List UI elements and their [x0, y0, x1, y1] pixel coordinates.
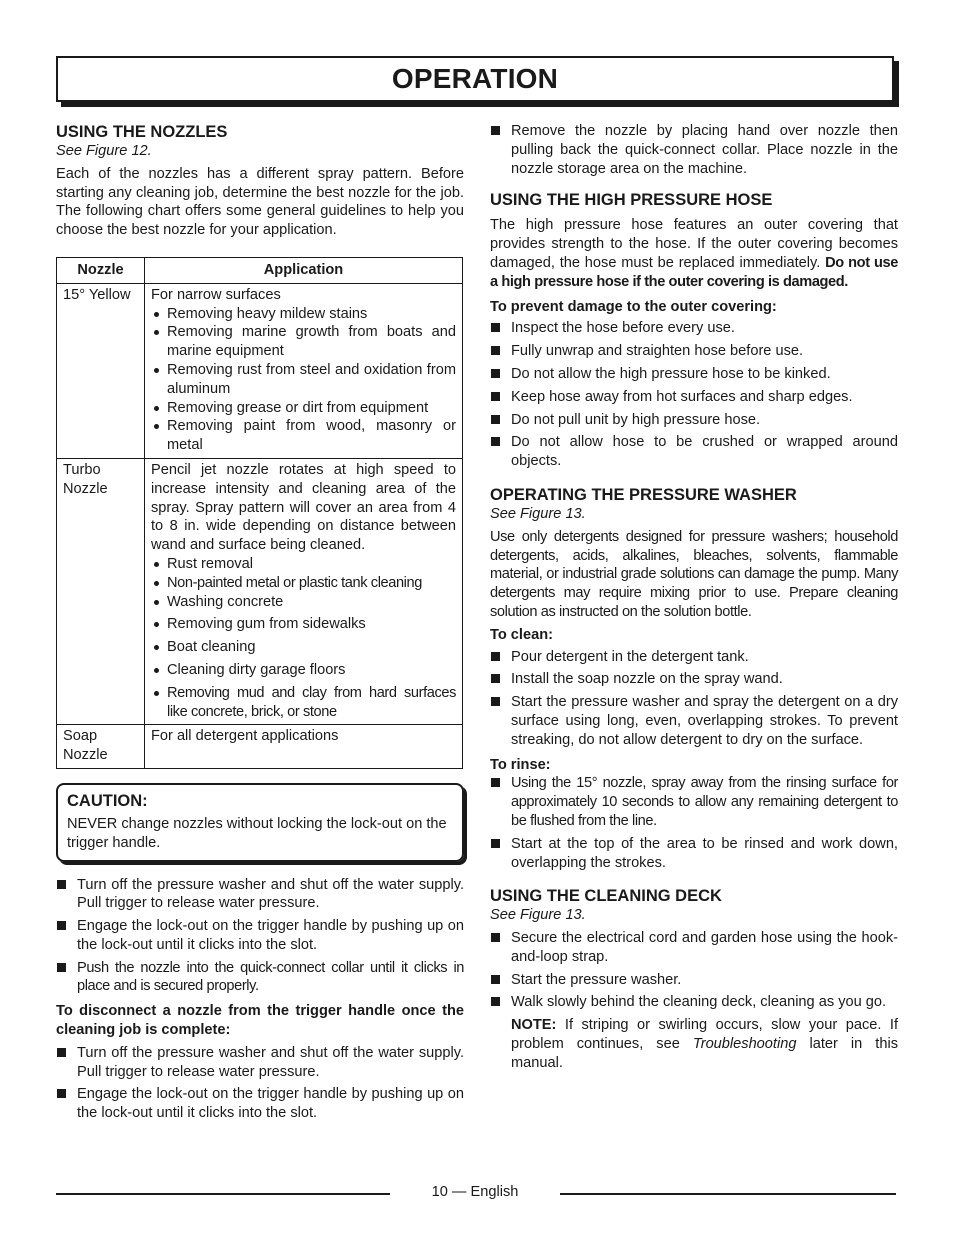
list-item: Turn off the pressure washer and shut off the water supply. Pull trigger to release water pressure.: [56, 876, 464, 914]
list-item: Start at the top of the area to be rinsed and work down, overlapping the strokes.: [490, 835, 898, 873]
list-item: Pour detergent in the detergent tank.: [490, 648, 898, 667]
application-cell: [145, 458, 463, 724]
list-item: Remove the nozzle by placing hand over nozzle then pulling back the quick-connect collar. Place nozzle in the nozzle storage area on the machine.: [490, 122, 898, 178]
application-lead: For narrow surfaces: [151, 286, 281, 303]
page-title: OPERATION: [391, 63, 559, 94]
application-cell: [145, 725, 463, 769]
list-item: Boat cleaning: [151, 638, 456, 657]
list-item: Removing marine growth from boats and marine equipment: [151, 323, 456, 361]
page-number: 10 — English: [431, 1184, 519, 1200]
deck-figure-ref: See Figure 13.: [490, 907, 586, 924]
rinse-heading: To rinse:: [490, 756, 551, 773]
list-item: Removing mud and clay from hard surfaces like concrete, brick, or stone: [151, 684, 456, 722]
nozzles-figure-ref: See Figure 12.: [56, 143, 152, 159]
list-item: Rust removal: [151, 555, 456, 574]
note-text-2: later in this manual.: [511, 1036, 898, 1071]
rinse-list: [490, 774, 898, 872]
list-item: Removing grease or dirt from equipment: [151, 399, 456, 418]
list-item: Removing heavy mildew stains: [151, 305, 456, 324]
application-bullets: [151, 555, 456, 721]
list-item: Fully unwrap and straighten hose before use.: [490, 342, 898, 361]
table-row: [57, 283, 463, 458]
footer-rule-left: [56, 1193, 390, 1195]
prevent-list: [490, 319, 898, 471]
list-item: Inspect the hose before every use.: [490, 319, 898, 338]
list-item: Push the nozzle into the quick-connect collar until it clicks in place and is secured properly.: [56, 959, 464, 997]
col-header-nozzle: Nozzle: [57, 257, 145, 283]
list-item: Do not pull unit by high pressure hose.: [490, 411, 898, 430]
list-item: Using the 15° nozzle, spray away from the rinsing surface for approximately 10 seconds to allow any remaining detergent to be flushed from the line.: [490, 774, 898, 830]
list-item: Install the soap nozzle on the spray wand.: [490, 670, 898, 689]
operating-heading: OPERATING THE PRESSURE WASHER: [490, 485, 797, 504]
operating-figure-ref: See Figure 13.: [490, 505, 586, 522]
operating-text: Use only detergents designed for pressure washers; household detergents, acids, alkalines, bleaches, solvents, flammable material, or industrial grade solutions can damage the pump. Many detergents may require mixing prior to use. Prepare cleaning solution as instructed on the solution bottle.: [490, 528, 898, 620]
prevent-heading: To prevent damage to the outer covering:: [490, 298, 777, 315]
list-item: Turn off the pressure washer and shut off the water supply. Pull trigger to release water pressure.: [56, 1044, 464, 1082]
application-bullets: [151, 305, 456, 455]
nozzle-cell: Soap Nozzle: [57, 725, 145, 769]
caution-text: NEVER change nozzles without locking the lock-out on the trigger handle.: [67, 815, 447, 851]
application-cell: [145, 283, 463, 458]
list-item: Walk slowly behind the cleaning deck, cleaning as you go.: [490, 993, 898, 1012]
list-item: Engage the lock-out on the trigger handle by pushing up on the lock-out until it clicks into the slot.: [56, 1085, 464, 1123]
col-header-application: Application: [145, 257, 463, 283]
list-item: Engage the lock-out on the trigger handle by pushing up on the lock-out until it clicks into the slot.: [56, 917, 464, 955]
application-lead: Pencil jet nozzle rotates at high speed to increase intensity and cleaning area of the spray. Spray pattern will cover an area from 4 to 8 in. wide depending on distance between wand and surface being cleaned.: [151, 461, 456, 554]
list-item: Do not allow the high pressure hose to be kinked.: [490, 365, 898, 384]
nozzles-heading: USING THE NOZZLES: [56, 123, 228, 141]
clean-list: [490, 648, 898, 750]
disconnect-steps: [56, 1044, 464, 1123]
section-header: [56, 56, 894, 102]
list-item: Non-painted metal or plastic tank cleaning: [151, 574, 456, 593]
hose-heading: USING THE HIGH PRESSURE HOSE: [490, 191, 773, 210]
note-label: NOTE:: [511, 1017, 557, 1034]
note-text-1: If striping or swirling occurs, slow your pace. If problem continues, see: [511, 1017, 899, 1053]
remove-step-list: [490, 122, 898, 178]
hose-text-body: The high pressure hose features an outer covering that provides strength to the hose. If the outer covering becomes damaged, the hose must be replaced immediately.: [490, 217, 898, 271]
nozzles-intro: Each of the nozzles has a different spray pattern. Before starting any cleaning job, determine the best nozzle for the job. The following chart offers some general guidelines to help you choose the best nozzle for your application.: [56, 165, 464, 239]
note-item: [490, 1016, 898, 1072]
left-column: [56, 122, 464, 1127]
deck-list: [490, 929, 898, 1073]
table-row: [57, 458, 463, 724]
disconnect-heading: To disconnect a nozzle from the trigger handle once the cleaning job is complete:: [56, 1003, 464, 1039]
list-item: Cleaning dirty garage floors: [151, 661, 456, 680]
note-troubleshooting-ref: Troubleshooting: [692, 1036, 797, 1053]
table-header-row: [57, 257, 463, 283]
list-item: Keep hose away from hot surfaces and sharp edges.: [490, 388, 898, 407]
list-item: Do not allow hose to be crushed or wrapped around objects.: [490, 433, 898, 471]
nozzle-cell: 15° Yellow: [57, 283, 145, 458]
nozzle-table: [56, 257, 463, 769]
caution-title: CAUTION:: [67, 791, 148, 810]
nozzle-cell: Turbo Nozzle: [57, 458, 145, 724]
hose-warning: Do not use a high pressure hose if the outer covering is damaged.: [490, 254, 898, 290]
list-item: Removing rust from steel and oxidation from aluminum: [151, 361, 456, 399]
table-row: [57, 725, 463, 769]
clean-heading: To clean:: [490, 626, 553, 643]
footer-rule-right: [560, 1193, 896, 1195]
list-item: Start the pressure washer.: [490, 971, 898, 990]
list-item: Removing gum from sidewalks: [151, 615, 456, 634]
right-column: [490, 122, 898, 1077]
list-item: Start the pressure washer and spray the detergent on a dry surface using long, even, overlapping strokes. To prevent streaking, do not allow detergent to dry on the surface.: [490, 693, 898, 749]
deck-heading: USING THE CLEANING DECK: [490, 887, 722, 906]
list-item: Secure the electrical cord and garden hose using the hook-and-loop strap.: [490, 929, 898, 967]
caution-box: [56, 783, 464, 862]
nozzle-steps: [56, 876, 464, 997]
list-item: Removing paint from wood, masonry or metal: [151, 417, 456, 455]
hose-text: [490, 216, 898, 291]
list-item: Washing concrete: [151, 593, 456, 612]
application-lead: For all detergent applications: [151, 728, 339, 745]
page-footer: [56, 1183, 896, 1203]
